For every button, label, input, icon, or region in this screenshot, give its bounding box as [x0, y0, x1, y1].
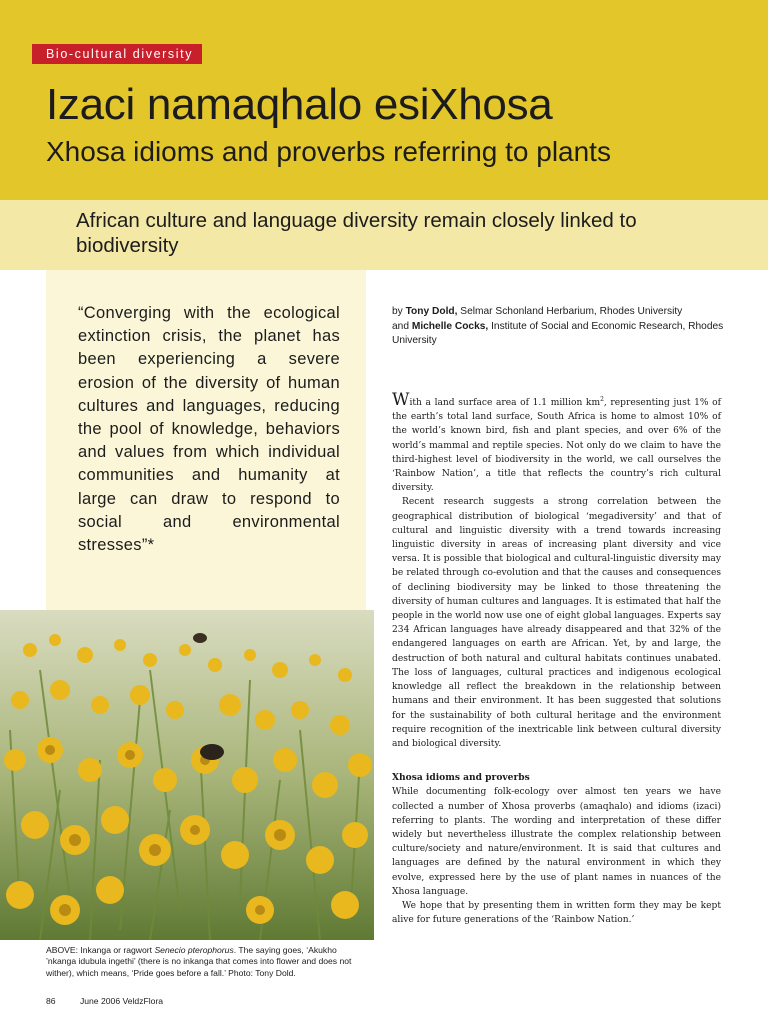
pull-quote: “Converging with the ecological extinction crisis, the planet has been experiencing a severe erosion of the diversity of human cultures and languages, reducing the pool of knowledge, behaviors and values from which individual communities and humanity at large can draw to respond to social and environmental stresses”*	[78, 304, 340, 555]
author-affiliation: Institute of Social and Economic Research, Rhodes University	[392, 320, 724, 347]
photo-caption	[46, 945, 364, 979]
flower-illustration	[0, 610, 374, 940]
beetle	[200, 744, 224, 760]
caption-text: . The saying goes, ‘Akukho ’nkanga idubula ingethi’ (there is no inkanga that comes into flower and does not wither), which means, ‘Pride goes before a fall.’ Photo: Tony Dold.	[46, 945, 352, 978]
author-name: Michelle Cocks,	[411, 320, 489, 332]
page-footer	[46, 996, 163, 1006]
article-subtitle: Xhosa idioms and proverbs referring to plants	[46, 136, 611, 167]
byline-prefix: by	[392, 306, 406, 317]
body-paragraph: While documenting folk-ecology over almost ten years we have collected a number of Xhosa proverbs (amaqhalo) and idioms (izaci) referring to plants. The wording and interpretation of these differ widely but nevertheless illustrate the complex relationship between culture/society and nature/environment. It is said that cultures and languages are defined by the natural environment in which they evolve, expressed here by the use of plant names in nuances of the Xhosa language.	[392, 787, 721, 897]
ragwort-photo	[0, 610, 374, 940]
species-name: Senecio pterophorus	[154, 945, 234, 955]
body-paragraph: We hope that by presenting them in written form they may be kept alive for future generations of the ‘Rainbow Nation.’	[392, 900, 721, 926]
drop-cap: W	[392, 390, 410, 411]
article-title: Izaci namaqhalo esiXhosa	[46, 80, 553, 129]
body-paragraph: Recent research suggests a strong correlation between the geographical distribution of biological ‘megadiversity’ and that of cultural and linguistic diversity with a trend towards increasing linguistic diversity in areas of increasing plant diversity and vice versa. It is possible that biological and cultural-linguistic diversity may be related through co-evolution and that the causes and consequences of declining biodiversity may be linked to those threatening the diversity of human cultures and languages. It is estimated that half the people in the world now use one of eight global languages. Experts say 234 African languages have already disappeared and that 32% of the endangered languages on earth are African. Yet, by and large, the destruction of both natural and cultural habitats continues unabated. The loss of languages, cultural practices and indigenous ecological knowledge all reflect the breakdown in the relationship between humans and their environment. It has been suggested that solutions for the sustainability of both cultural heritage and the environment require recognition of the inextricable link between cultural diversity and biological diversity.	[392, 497, 721, 749]
body-text: ith a land surface area of 1.1 million km	[409, 398, 601, 409]
byline	[392, 305, 732, 349]
page-number: 86	[46, 996, 56, 1006]
section-heading: Xhosa idioms and proverbs	[392, 772, 530, 784]
standfirst: African culture and language diversity remain closely linked to biodiversity	[76, 209, 637, 257]
section-tag: Bio-cultural diversity	[32, 44, 202, 64]
article-body	[392, 390, 721, 927]
author-name: Tony Dold,	[405, 306, 458, 317]
body-paragraph	[392, 390, 721, 495]
caption-text: ABOVE: Inkanga or ragwort	[46, 945, 155, 955]
byline-and: and	[392, 320, 412, 332]
body-text: , representing just 1% of the earth’s total land surface, South Africa is home to almost 10% of the world’s known bird, fish and plant species, and over 6% of the world’s mammal and reptile species. Not only do we claim to have the third-highest level of biodiversity in the world, we call ourselves the ‘Rainbow Nation’, a title that reflects the country’s rich cultural diversity.	[392, 398, 721, 494]
superscript: 2	[600, 396, 604, 403]
issue-info: June 2006 VeldzFlora	[79, 996, 164, 1006]
author-affiliation: Selmar Schonland Herbarium, Rhodes University	[457, 306, 683, 317]
